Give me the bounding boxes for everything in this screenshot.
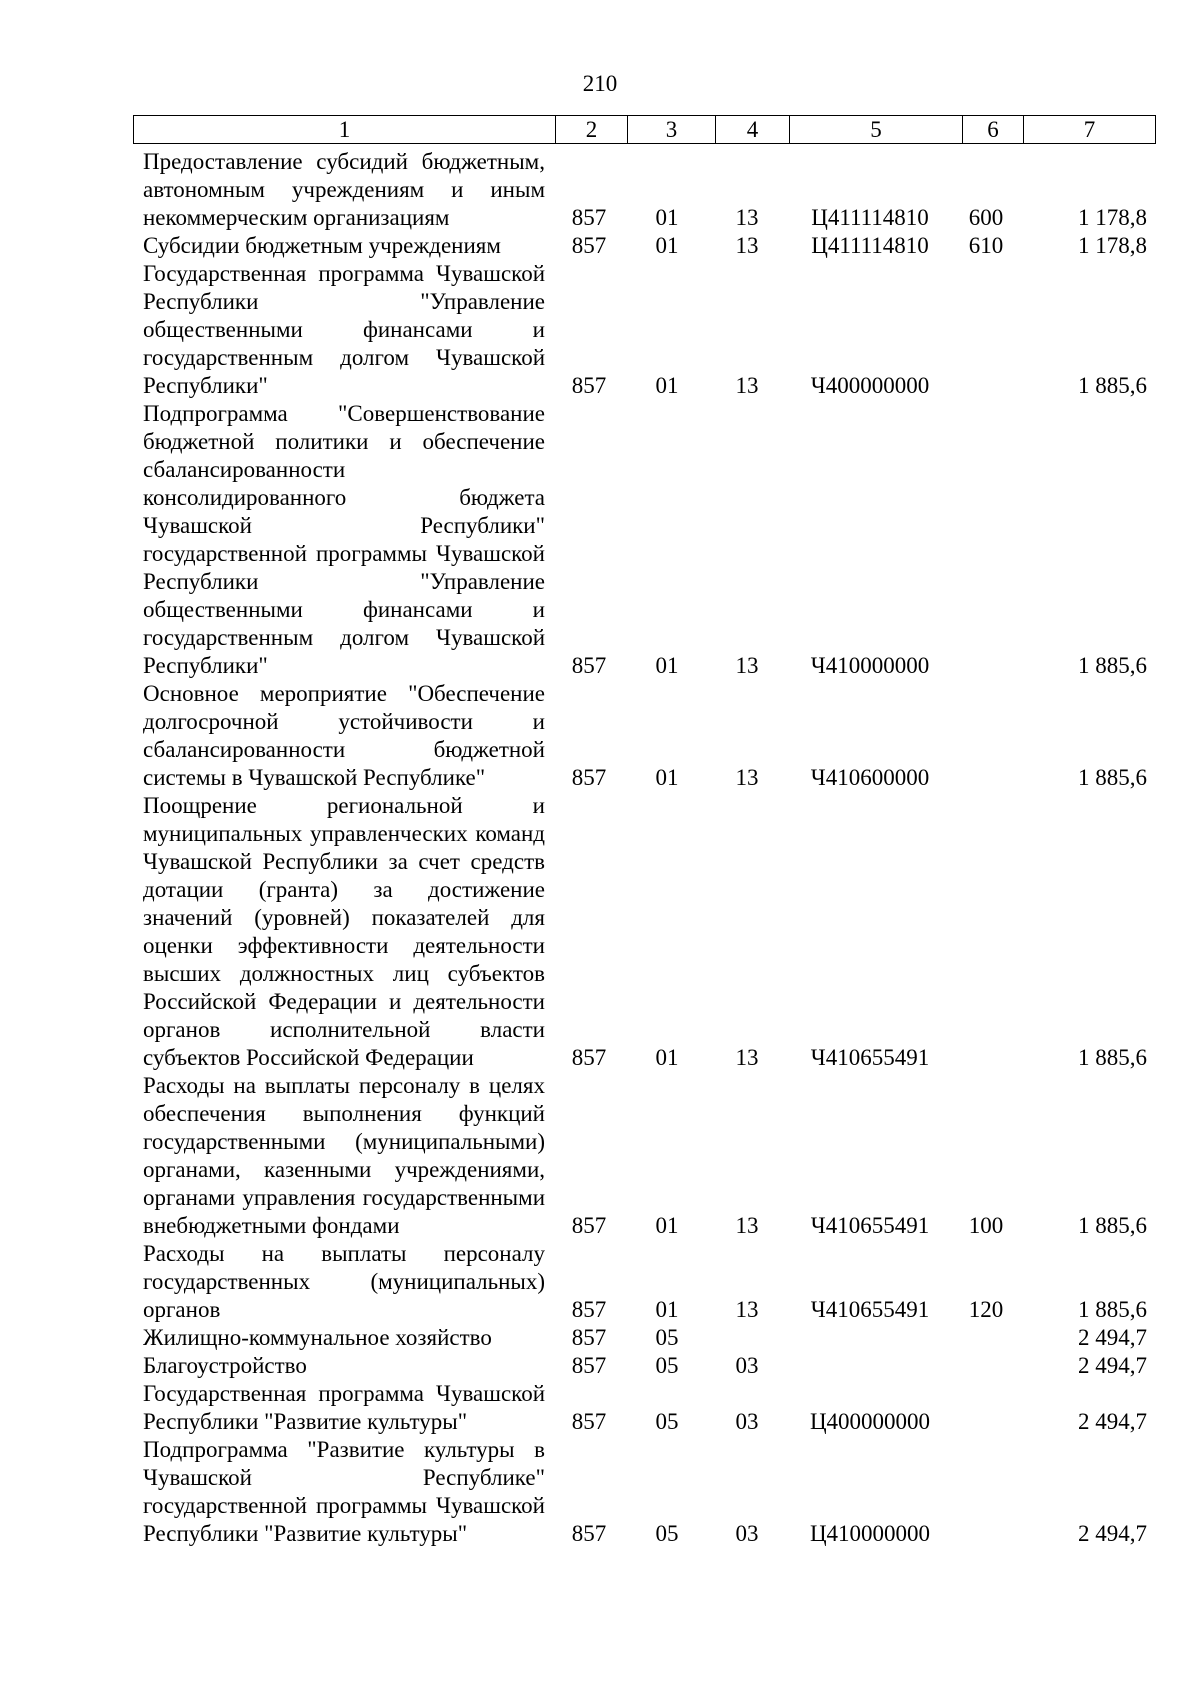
row-cell-c3: 01 — [655, 205, 679, 230]
header-col-5: 5 — [790, 116, 963, 144]
row-cell-c7: 1 885,6 — [1078, 1297, 1147, 1322]
row-cell-c5: Ц411114810 — [811, 205, 929, 230]
row-cell-c7: 1 885,6 — [1078, 765, 1147, 790]
row-cell-c7: 2 494,7 — [1078, 1325, 1147, 1350]
table-row — [133, 148, 1147, 232]
row-cell-c2: 857 — [571, 1521, 607, 1546]
row-cell-c7: 1 178,8 — [1078, 205, 1147, 230]
row-cell-c2: 857 — [571, 373, 607, 398]
table-row — [133, 1380, 1147, 1436]
row-cell-c2: 857 — [571, 1045, 607, 1070]
header-col-1: 1 — [134, 116, 556, 144]
row-cell-c4: 13 — [735, 1297, 759, 1322]
page-number: 210 — [582, 71, 618, 96]
header-col-3: 3 — [628, 116, 716, 144]
row-cell-c2: 857 — [571, 1409, 607, 1434]
row-cell-c2: 857 — [571, 205, 607, 230]
row-cell-c2: 857 — [571, 1325, 607, 1350]
row-cell-c5: Ч400000000 — [810, 373, 930, 398]
row-cell-c7: 1 885,6 — [1078, 1045, 1147, 1070]
row-cell-c4: 13 — [735, 1045, 759, 1070]
row-description: Жилищно-коммунальное хозяйство — [143, 1325, 492, 1350]
table-row — [133, 400, 1147, 680]
table-row — [133, 1436, 1147, 1548]
table-row — [133, 1072, 1147, 1240]
row-cell-c2: 857 — [571, 765, 607, 790]
row-cell-c7: 2 494,7 — [1078, 1409, 1147, 1434]
row-cell-c5: Ц400000000 — [809, 1409, 931, 1434]
row-description: Расходы на выплаты персоналу в целях обеспечения выполнения функций государственными (муниципальными) органами, казенными учреждениями, органами управления государственными внебюджетными фондами — [143, 1073, 545, 1238]
row-cell-c5: Ц410000000 — [809, 1521, 931, 1546]
row-cell-c4: 13 — [735, 233, 759, 258]
row-cell-c4: 03 — [735, 1521, 759, 1546]
table-header — [133, 115, 1156, 144]
table-body — [133, 148, 1147, 1548]
row-description: Государственная программа Чувашской Республики "Управление общественными финансами и государственным долгом Чувашской Республики" — [143, 261, 545, 398]
row-cell-c5: Ц411114810 — [811, 233, 929, 258]
row-cell-c2: 857 — [571, 1297, 607, 1322]
row-cell-c3: 05 — [655, 1521, 679, 1546]
header-col-6: 6 — [963, 116, 1024, 144]
row-description: Поощрение региональной и муниципальных управленческих команд Чувашской Республики за счет средств дотации (гранта) за достижение значений (уровней) показателей для оценки эффективности деятельности высших должностных лиц субъектов Российской Федерации и деятельности органов исполнительной власти субъектов Российской Федерации — [143, 793, 545, 1070]
row-cell-c6: 120 — [968, 1297, 1004, 1322]
row-cell-c4: 13 — [735, 373, 759, 398]
row-cell-c4: 13 — [735, 1213, 759, 1238]
row-cell-c3: 01 — [655, 1045, 679, 1070]
row-description: Предоставление субсидий бюджетным, автономным учреждениям и иным некоммерческим организациям — [143, 149, 545, 230]
row-description: Подпрограмма "Развитие культуры в Чувашской Республике" государственной программы Чувашской Республики "Развитие культуры" — [143, 1437, 545, 1546]
header-col-7: 7 — [1024, 116, 1156, 144]
row-description: Подпрограмма "Совершенствование бюджетной политики и обеспечение сбалансированности консолидированного бюджета Чувашской Республики" государственной программы Чувашской Республики "Управление общественными финансами и государственным долгом Чувашской Республики" — [143, 401, 545, 678]
row-cell-c5: Ч410655491 — [810, 1045, 930, 1070]
header-col-4: 4 — [716, 116, 790, 144]
table-row — [133, 680, 1147, 792]
row-description: Государственная программа Чувашской Республики "Развитие культуры" — [143, 1381, 545, 1434]
row-cell-c7: 1 178,8 — [1078, 233, 1147, 258]
row-cell-c2: 857 — [571, 653, 607, 678]
row-cell-c5: Ч410655491 — [810, 1213, 930, 1238]
row-cell-c5: Ч410655491 — [810, 1297, 930, 1322]
row-cell-c3: 01 — [655, 1297, 679, 1322]
row-cell-c3: 05 — [655, 1409, 679, 1434]
row-cell-c3: 05 — [655, 1353, 679, 1378]
table-row — [133, 232, 1147, 260]
row-cell-c4: 03 — [735, 1353, 759, 1378]
row-cell-c5: Ч410600000 — [810, 765, 930, 790]
row-cell-c4: 13 — [735, 653, 759, 678]
row-cell-c2: 857 — [571, 1213, 607, 1238]
row-cell-c6: 100 — [968, 1213, 1004, 1238]
row-cell-c2: 857 — [571, 1353, 607, 1378]
table-row — [133, 1352, 1147, 1380]
row-cell-c3: 01 — [655, 373, 679, 398]
table-row — [133, 792, 1147, 1072]
table-row — [133, 260, 1147, 400]
row-cell-c7: 1 885,6 — [1078, 1213, 1147, 1238]
table-row — [133, 1240, 1147, 1324]
row-cell-c7: 2 494,7 — [1078, 1521, 1147, 1546]
row-description: Основное мероприятие "Обеспечение долгосрочной устойчивости и сбалансированности бюджетной системы в Чувашской Республике" — [143, 681, 545, 790]
row-cell-c4: 13 — [735, 205, 759, 230]
row-cell-c3: 01 — [655, 1213, 679, 1238]
row-cell-c5: Ч410000000 — [810, 653, 930, 678]
row-description: Субсидии бюджетным учреждениям — [143, 233, 501, 258]
row-cell-c3: 01 — [655, 233, 679, 258]
row-cell-c4: 13 — [735, 765, 759, 790]
row-cell-c7: 2 494,7 — [1078, 1353, 1147, 1378]
row-cell-c3: 01 — [655, 653, 679, 678]
row-cell-c3: 01 — [655, 765, 679, 790]
row-cell-c7: 1 885,6 — [1078, 373, 1147, 398]
row-cell-c7: 1 885,6 — [1078, 653, 1147, 678]
table-row — [133, 1324, 1147, 1352]
row-cell-c3: 05 — [655, 1325, 679, 1350]
row-description: Благоустройство — [143, 1353, 307, 1378]
row-cell-c6: 600 — [968, 205, 1004, 230]
row-cell-c4: 03 — [735, 1409, 759, 1434]
header-col-2: 2 — [556, 116, 628, 144]
row-description: Расходы на выплаты персоналу государственных (муниципальных) органов — [143, 1241, 545, 1322]
row-cell-c2: 857 — [571, 233, 607, 258]
row-cell-c6: 610 — [968, 233, 1004, 258]
